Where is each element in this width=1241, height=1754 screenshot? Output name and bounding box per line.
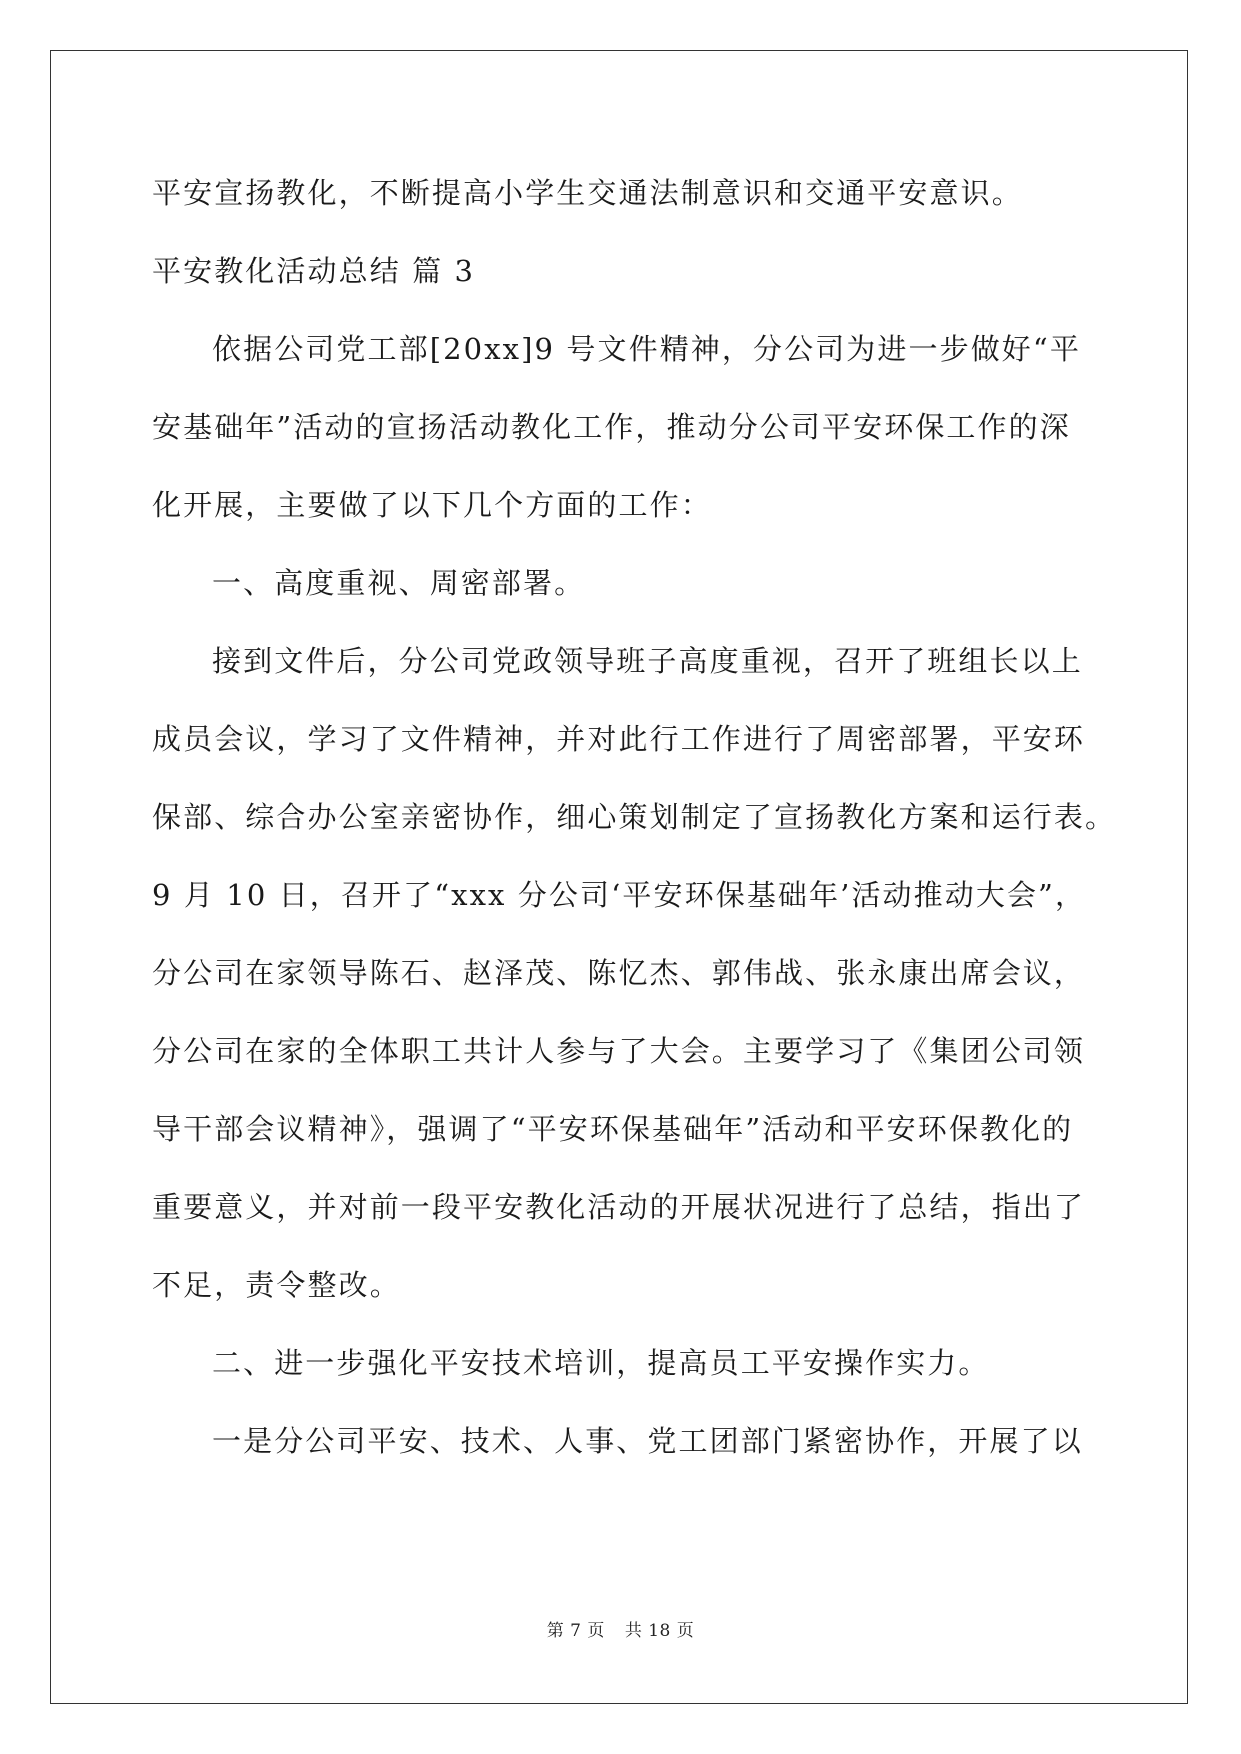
page-number: 第 7 页 xyxy=(546,1621,605,1641)
paragraph-line: 接到文件后，分公司党政领导班子高度重视，召开了班组长以上 xyxy=(212,644,1083,678)
page-total: 共 18 页 xyxy=(624,1621,695,1641)
paragraph-line: 分公司在家领导陈石、赵泽茂、陈忆杰、郭伟战、张永康出席会议， xyxy=(152,956,1086,990)
paragraph-line: 平安宣扬教化，不断提高小学生交通法制意识和交通平安意识。 xyxy=(152,176,1023,210)
page-footer xyxy=(0,1616,1241,1641)
paragraph-line: 分公司在家的全体职工共计人参与了大会。主要学习了《集团公司领 xyxy=(152,1034,1086,1068)
paragraph-line: 不足，责令整改。 xyxy=(152,1268,401,1302)
paragraph-line: 9 月 10 日，召开了“xxx 分公司‘平安环保基础年’活动推动大会”， xyxy=(152,878,1087,912)
paragraph-line: 导干部会议精神》，强调了“平安环保基础年”活动和平安环保教化的 xyxy=(152,1112,1074,1146)
paragraph-line: 化开展，主要做了以下几个方面的工作： xyxy=(152,488,712,522)
section-heading: 平安教化活动总结 篇 3 xyxy=(152,254,476,288)
subheading-line: 一、高度重视、周密部署。 xyxy=(212,566,586,600)
paragraph-line: 一是分公司平安、技术、人事、党工团部门紧密协作，开展了以 xyxy=(212,1424,1083,1458)
paragraph-line: 成员会议，学习了文件精神，并对此行工作进行了周密部署，平安环 xyxy=(152,722,1086,756)
paragraph-line: 重要意义，并对前一段平安教化活动的开展状况进行了总结，指出了 xyxy=(152,1190,1086,1224)
document-body xyxy=(152,162,1117,1488)
paragraph-line: 安基础年”活动的宣扬活动教化工作，推动分公司平安环保工作的深 xyxy=(152,410,1071,444)
paragraph-line: 保部、综合办公室亲密协作，细心策划制定了宣扬教化方案和运行表。 xyxy=(152,800,1117,834)
paragraph-line: 依据公司党工部[20xx]9 号文件精神，分公司为进一步做好“平 xyxy=(212,332,1081,366)
subheading-line: 二、进一步强化平安技术培训，提高员工平安操作实力。 xyxy=(212,1346,990,1380)
